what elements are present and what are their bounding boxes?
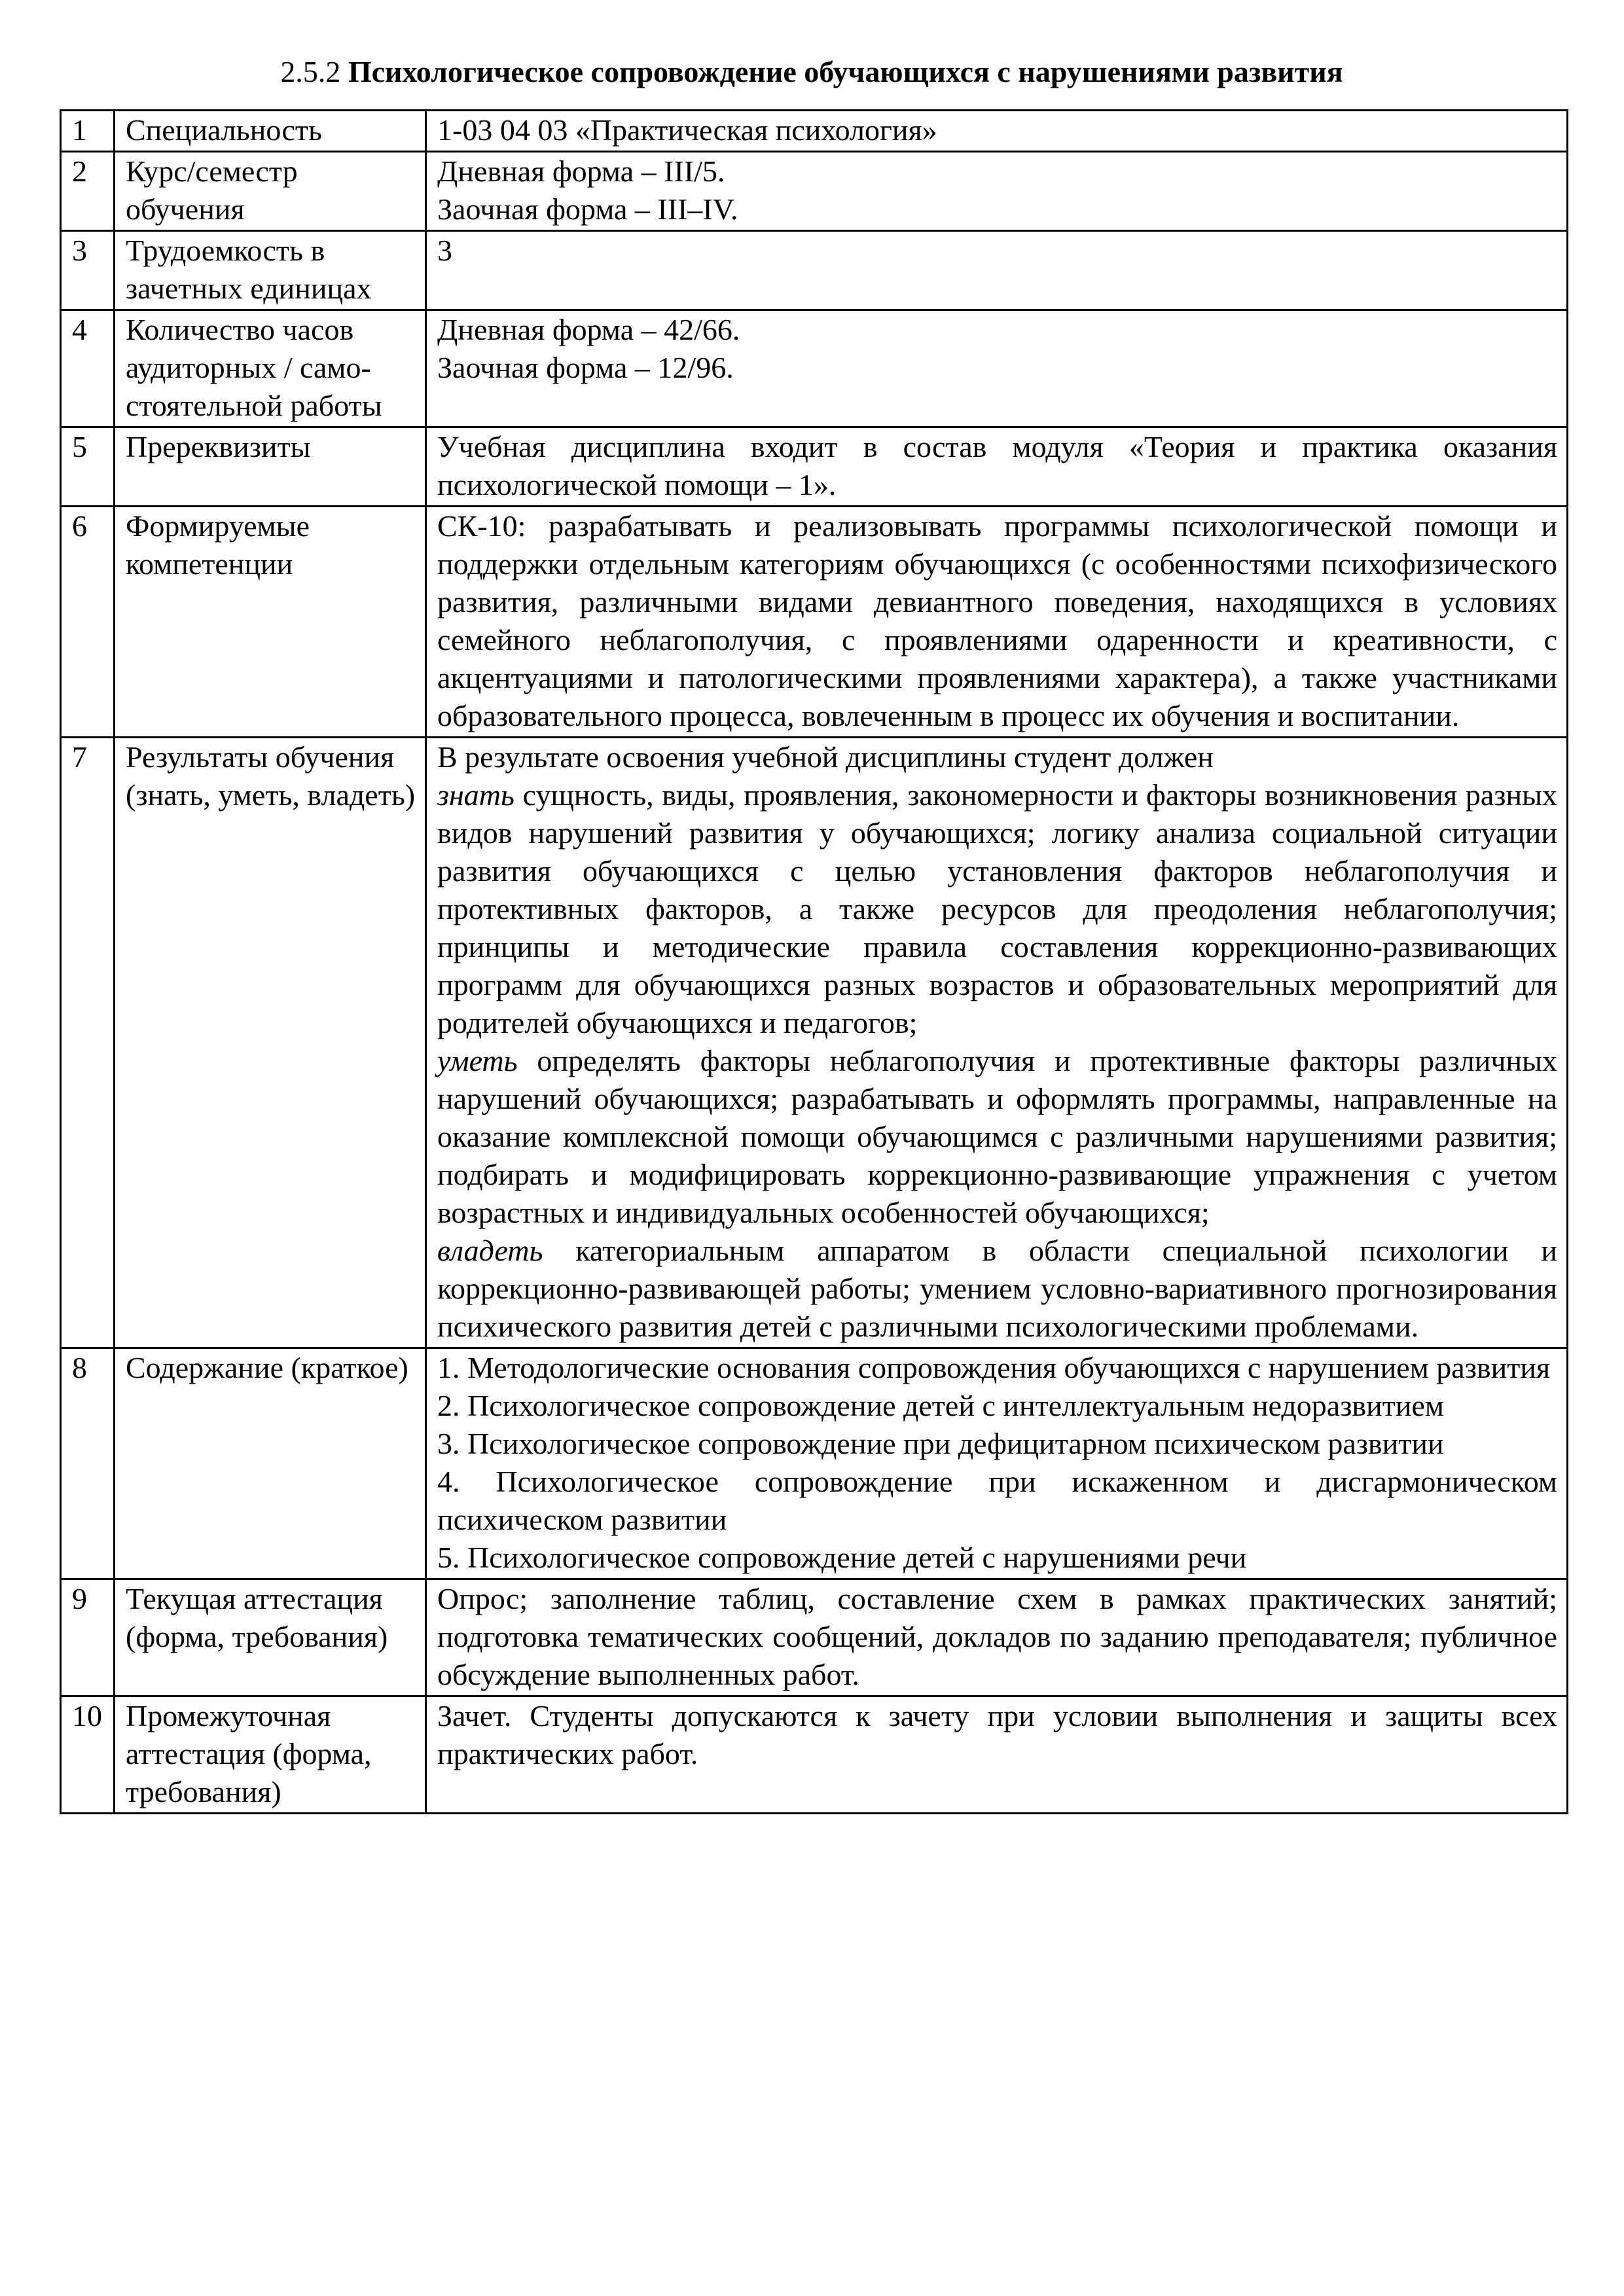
content-line: Учебная дисциплина входит в состав модуля «Теория и практика оказания психологической помощи – 1». <box>437 430 1557 501</box>
title-text: Психологическое сопровождение обучающихся с нарушениями развития <box>348 55 1343 88</box>
content-line: 5. Психологическое сопровождение детей с нарушениями речи <box>437 1541 1247 1574</box>
content-line: Дневная форма – III/5. <box>437 154 725 188</box>
content-line: Заочная форма – 12/96. <box>437 351 734 384</box>
row-number: 8 <box>61 1348 115 1579</box>
results-intro: В результате освоения учебной дисциплины студент должен <box>437 740 1214 774</box>
row-label: Курс/семестр обучения <box>115 152 426 231</box>
content-line: 4. Психологическое сопровождение при искаженном и дисгармоническом психическом развитии <box>437 1465 1557 1536</box>
know-label: знать <box>437 778 514 812</box>
row-content <box>426 310 1568 427</box>
table-row <box>61 310 1568 427</box>
row-content <box>426 111 1568 152</box>
content-line: 2. Психологическое сопровождение детей с интеллектуальным недоразвитием <box>437 1389 1444 1422</box>
row-content <box>426 231 1568 310</box>
row-content <box>426 507 1568 738</box>
content-line: 1. Методологические основания сопровождения обучающихся с нарушением развития <box>437 1351 1551 1384</box>
know-text: сущность, виды, проявления, закономерности и факторы возникновения разных видов нарушений развития у обучающихся; логику анализа социальной ситуации развития обучающихся с целью установления факторов неблагополучия и протективных факторов, а также ресурсов для преодоления неблагополучия; принципы и методические правила составления коррекционно-развивающих программ для обучающихся разных возрастов и образовательных мероприятий для родителей обучающихся и педагогов; <box>437 778 1557 1039</box>
discipline-table <box>60 109 1568 1814</box>
row-number: 9 <box>61 1579 115 1696</box>
row-label: Пререквизиты <box>115 427 426 507</box>
row-label: Текущая аттестация (форма, требования) <box>115 1579 426 1696</box>
row-content <box>426 1696 1568 1814</box>
row-number: 7 <box>61 738 115 1348</box>
title-number: 2.5.2 <box>280 55 348 88</box>
row-content <box>426 152 1568 231</box>
content-line: Дневная форма – 42/66. <box>437 313 740 346</box>
table-row <box>61 1696 1568 1814</box>
row-label: Содержание (краткое) <box>115 1348 426 1579</box>
row-number: 3 <box>61 231 115 310</box>
table-row <box>61 738 1568 1348</box>
can-text: определять факторы неблагополучия и протективные факторы различных нарушений обучающихся; разрабатывать и оформлять программы, направленные на оказание комплексной помощи обучающимся с различными нарушениями развития; подбирать и модифицировать коррекционно-развивающие упражнения с учетом возрастных и индивидуальных особенностей обучающихся; <box>437 1044 1557 1229</box>
own-text: категориальным аппаратом в области специальной психологии и коррекционно-развивающей работы; умением условно-вариативного прогнозирования психического развития детей с различными психологическими проблемами. <box>437 1234 1557 1343</box>
table-row <box>61 1348 1568 1579</box>
row-number: 6 <box>61 507 115 738</box>
row-content <box>426 427 1568 507</box>
row-label: Промежуточная аттестация (форма, требования) <box>115 1696 426 1814</box>
content-line: Заочная форма – III–IV. <box>437 192 738 226</box>
row-number: 1 <box>61 111 115 152</box>
row-content <box>426 1348 1568 1579</box>
can-label: уметь <box>437 1044 518 1077</box>
table-row <box>61 427 1568 507</box>
row-content <box>426 738 1568 1348</box>
row-number: 5 <box>61 427 115 507</box>
table-row <box>61 507 1568 738</box>
table-row <box>61 1579 1568 1696</box>
content-line: Зачет. Студенты допускаются к зачету при условии выполнения и защиты всех практических работ. <box>437 1699 1557 1770</box>
content-line: Опрос; заполнение таблиц, составление схем в рамках практических занятий; подготовка тематических сообщений, докладов по заданию преподавателя; публичное обсуждение выполненных работ. <box>437 1582 1557 1691</box>
row-label: Результаты обучения (знать, уметь, владеть) <box>115 738 426 1348</box>
results-know <box>437 776 1557 1042</box>
table-row <box>61 231 1568 310</box>
table-row <box>61 152 1568 231</box>
content-line: СК-10: разрабатывать и реализовывать программы психологической помощи и поддержки отдельным категориям обучающихся (с особенностями психофизического развития, различными видами девиантного поведения, находящихся в условиях семейного неблагополучия, с проявлениями одаренности и креативности, с акцентуациями и патологическими проявлениями характера), а также участниками образовательного процесса, вовлеченным в процесс их обучения и воспитании. <box>437 509 1557 732</box>
results-can <box>437 1042 1557 1232</box>
results-own <box>437 1232 1557 1346</box>
row-number: 4 <box>61 310 115 427</box>
row-label: Трудоемкость в зачетных единицах <box>115 231 426 310</box>
content-line: 3. Психологическое сопровождение при дефицитарном психическом развитии <box>437 1427 1444 1460</box>
content-line: 1-03 04 03 «Практическая психология» <box>437 113 937 147</box>
row-number: 10 <box>61 1696 115 1814</box>
row-label: Специальность <box>115 111 426 152</box>
row-content <box>426 1579 1568 1696</box>
content-line: 3 <box>437 234 452 267</box>
document-title <box>59 54 1564 90</box>
row-number: 2 <box>61 152 115 231</box>
own-label: владеть <box>437 1234 543 1267</box>
table-row <box>61 111 1568 152</box>
row-label: Формируемые компетенции <box>115 507 426 738</box>
row-label: Количество часов аудиторных / само-стоятельной работы <box>115 310 426 427</box>
